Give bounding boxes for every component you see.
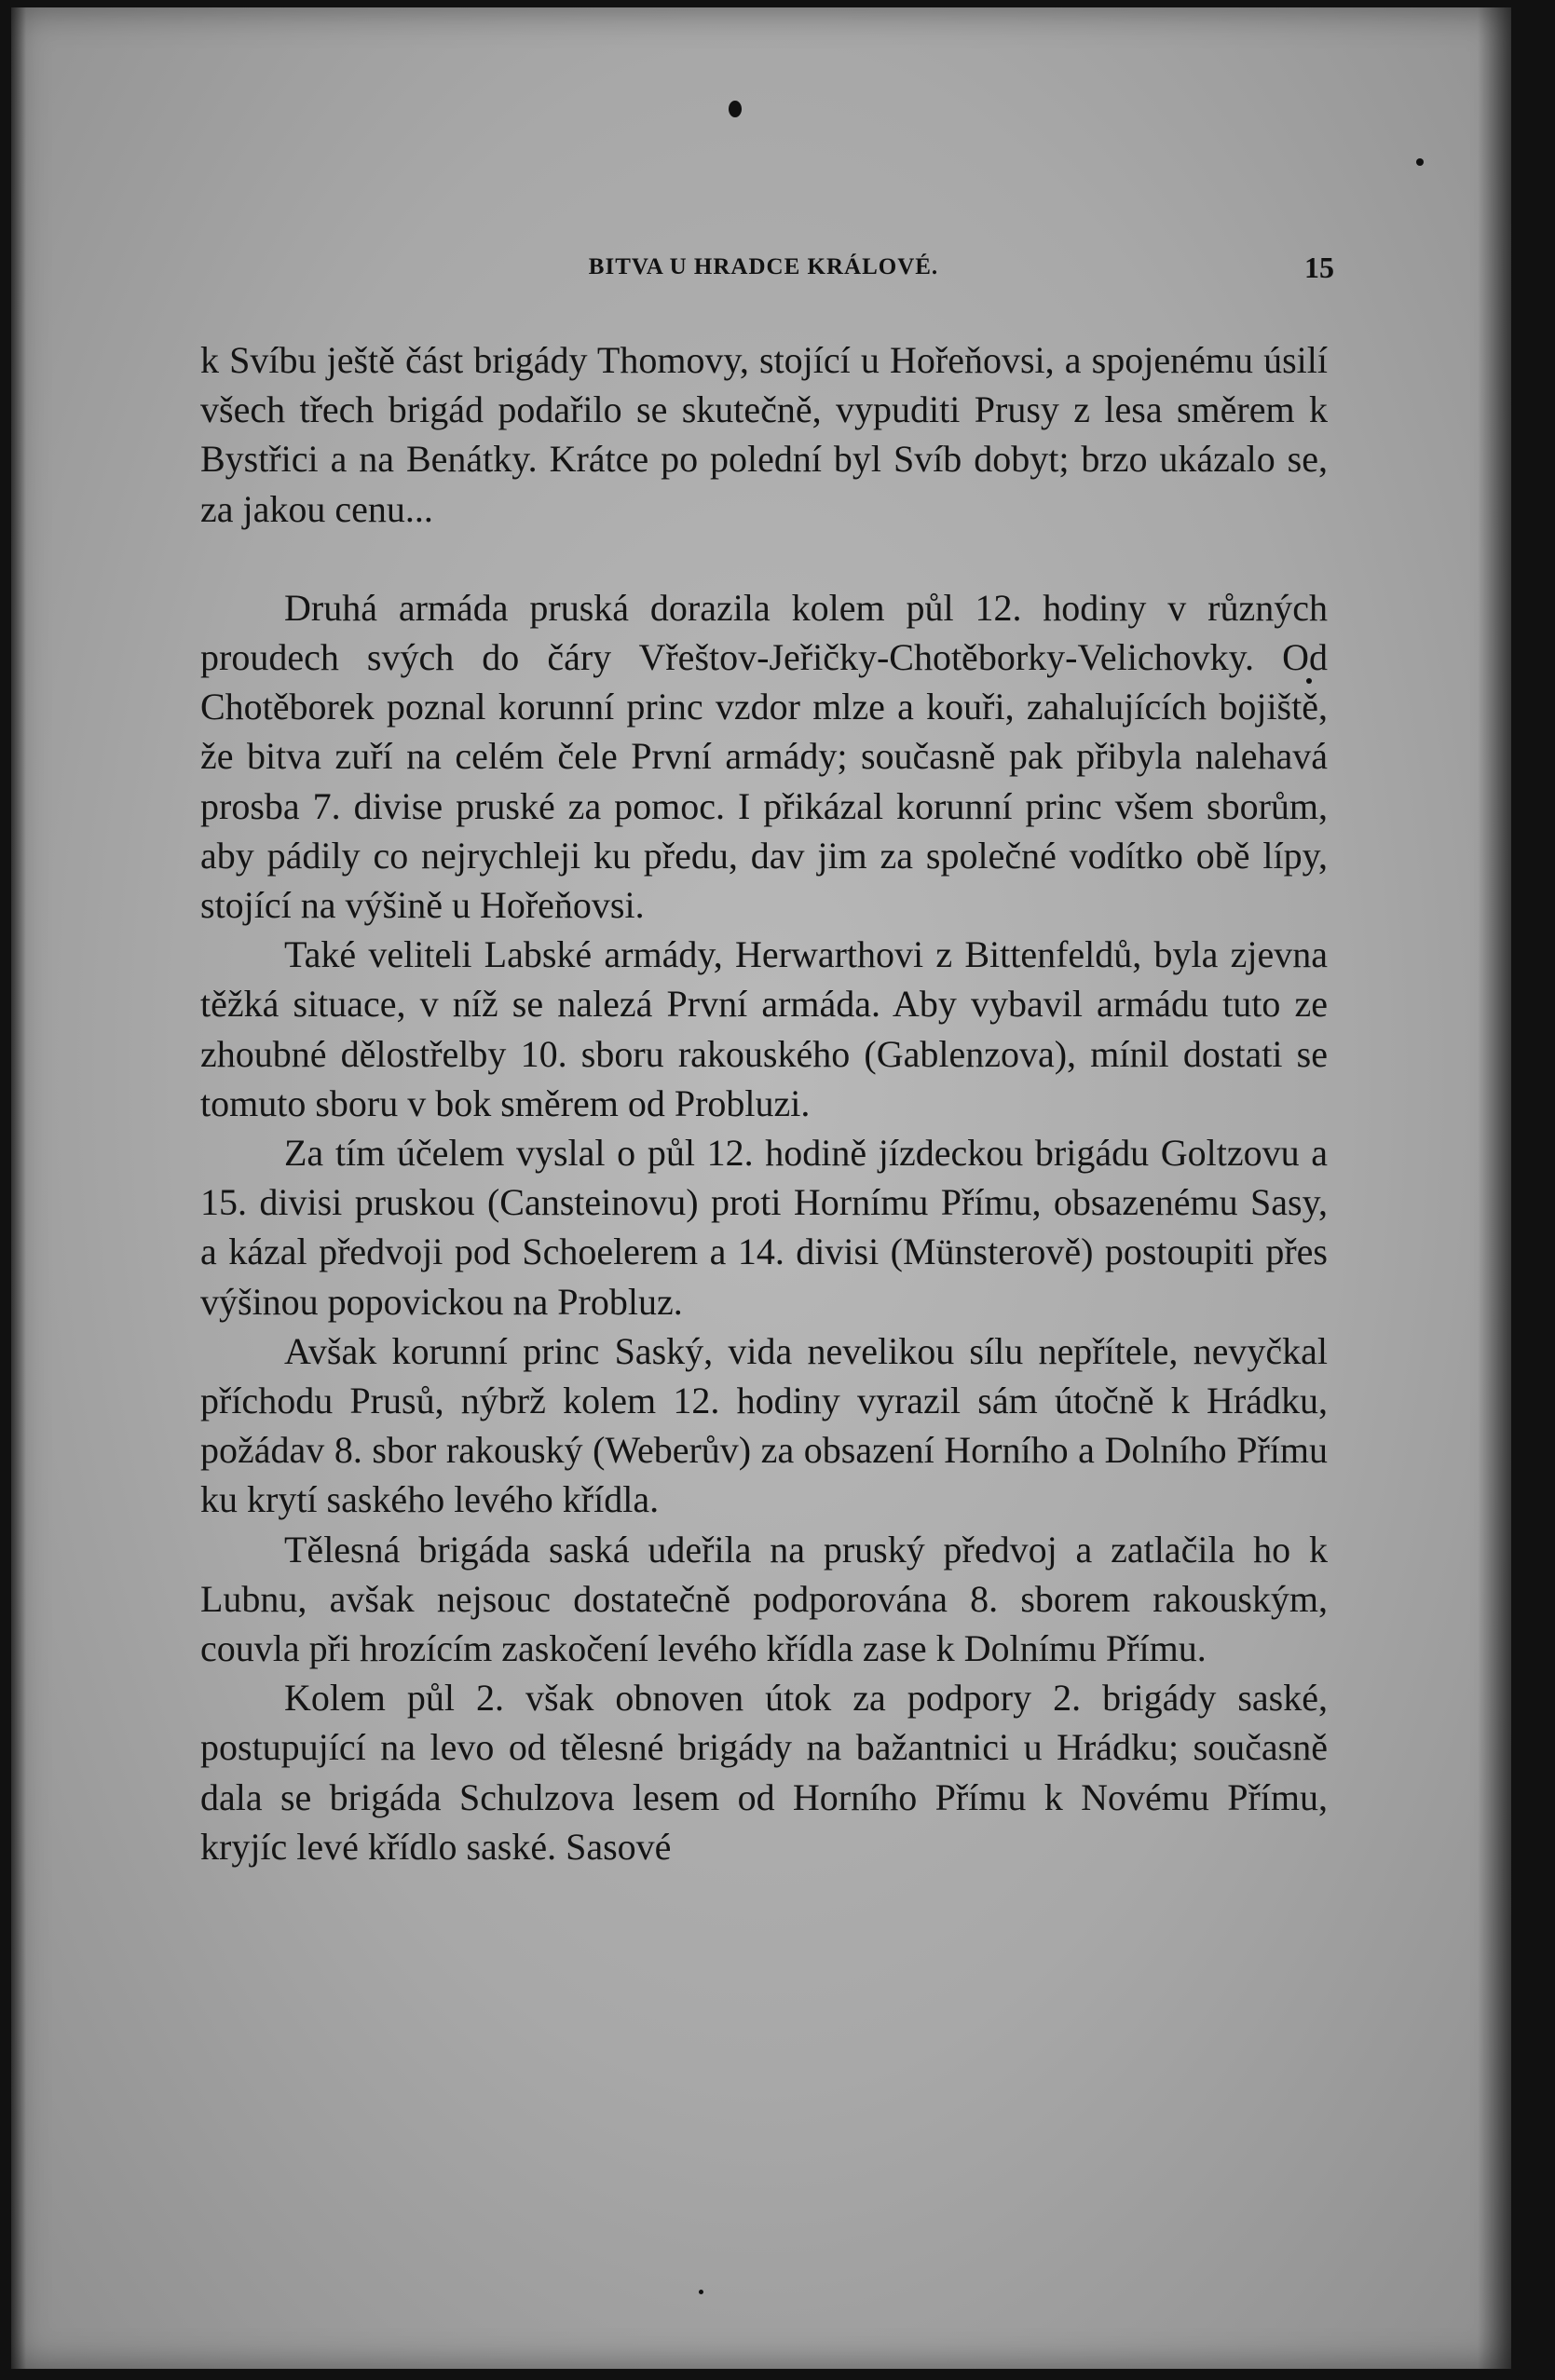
paragraph: Kolem půl 2. však obnoven útok za podpory 2. brigády saské, postupující na levo od tělesné brigády na bažantnici u Hrádku; současně dala se brigáda Schulzova lesem od Horního Přímu k Novému Přímu, kryjíc levé křídlo saské. Sasové xyxy=(200,1677,1328,1868)
book-page xyxy=(11,7,1511,2369)
page-edge-right xyxy=(1478,7,1511,2369)
body-text xyxy=(200,335,1328,1871)
paragraph: Tělesná brigáda saská udeřila na pruský předvoj a zatlačila ho k Lubnu, avšak nejsouc dostatečně podporována 8. sborem rakouským, couvla při hrozícím zaskočení levého křídla zase k Dolnímu Přímu. xyxy=(200,1528,1328,1670)
ink-speck xyxy=(699,2290,703,2294)
ink-speck xyxy=(729,101,742,117)
page-header xyxy=(193,251,1334,292)
page-edge-left xyxy=(11,7,26,2369)
running-title: BITVA U HRADCE KRÁLOVÉ. xyxy=(588,254,939,279)
paragraph: Druhá armáda pruská dorazila kolem půl 12. hodiny v různých proudech svých do čáry Vřeštov-Jeřičky-Chotěborky-Velichovky. Od Chotěborek poznal korunní princ vzdor mlze a kouři, zahalujících bojiště, že bitva zuří na celém čele První armády; současně pak přibyla nalehavá prosba 7. divise pruské za pomoc. I přikázal korunní princ všem sborům, aby pádily co nejrychleji ku předu, dav jim za společné vodítko obě lípy, stojící na výšině u Hořeňovsi. xyxy=(200,586,1328,927)
paragraph: Za tím účelem vyslal o půl 12. hodině jízdeckou brigádu Goltzovu a 15. divisi pruskou (Cansteinovu) proti Hornímu Přímu, obsazenému Sasy, a kázal předvoji pod Schoelerem a 14. divisi (Münsterově) postoupiti přes výšinou popovickou na Probluz. xyxy=(200,1132,1328,1323)
paragraph: Avšak korunní princ Saský, vida nevelikou sílu nepřítele, nevyčkal příchodu Prusů, nýbrž kolem 12. hodiny vyrazil sám útočně k Hrádku, požádav 8. sbor rakouský (Weberův) za obsazení Horního a Dolního Přímu ku krytí saského levého křídla. xyxy=(200,1329,1328,1521)
paragraph: Také veliteli Labské armády, Herwarthovi z Bittenfeldů, byla zjevna těžká situace, v níž se nalezá První armáda. Aby vybavil armádu tuto ze zhoubné dělostřelby 10. sboru rakouského (Gablenzova), mínil dostati se tomuto sboru v bok směrem od Probluzi. xyxy=(200,933,1328,1124)
ink-speck xyxy=(1416,158,1424,166)
paragraph: k Svíbu ještě část brigády Thomovy, stojící u Hořeňovsi, a spojenému úsilí všech třech brigád podařilo se skutečně, vypuditi Prusy z lesa směrem k Bystřici a na Benátky. Krátce po polední byl Svíb dobyt; brzo ukázalo se, za jakou cenu... xyxy=(200,339,1328,530)
page-number: 15 xyxy=(1304,251,1334,284)
